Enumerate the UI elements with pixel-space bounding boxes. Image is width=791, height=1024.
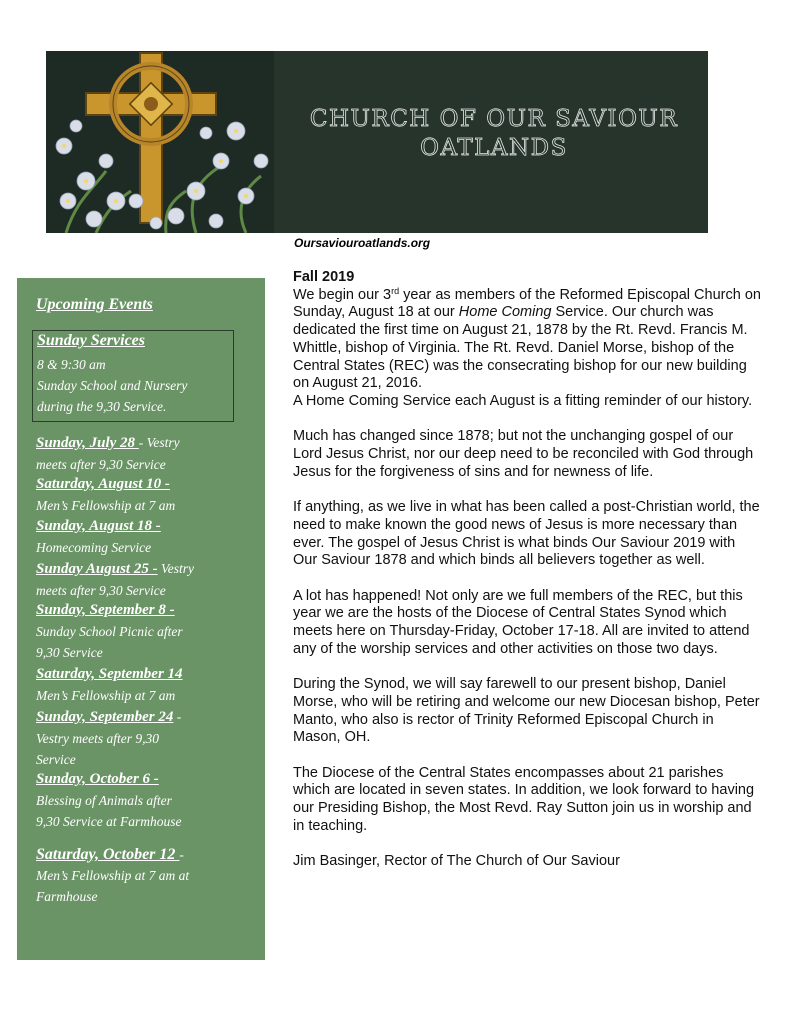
article-heading: Fall 2019	[293, 269, 355, 285]
event-detail: Service	[36, 752, 76, 767]
article-paragraph: Much has changed since 1878; but not the unchanging gospel of our Lord Jesus Christ, nor our deep need to be reconciled with God through Jesus for the forgiveness of sins and for newness of life.	[293, 428, 754, 480]
upcoming-events-sidebar	[17, 278, 265, 960]
event-item	[36, 664, 258, 706]
newsletter-article	[293, 269, 763, 889]
stained-glass-cross-image	[46, 51, 274, 233]
event-item	[36, 432, 258, 475]
event-item	[36, 474, 258, 516]
event-detail: Homecoming Service	[36, 540, 152, 555]
italic-service-name: Home Coming	[458, 304, 552, 321]
event-title: Saturday, August 10 -	[36, 476, 170, 492]
event-title: Sunday, September 8 -	[36, 602, 175, 618]
event-detail: Vestry meets after 9,30	[36, 731, 159, 746]
event-title: Saturday, September 14	[36, 666, 183, 682]
church-name-line2: OATLANDS	[420, 135, 568, 161]
event-title: Sunday, October 6 -	[36, 771, 159, 787]
event-item	[36, 516, 258, 558]
event-detail: Farmhouse	[36, 889, 98, 904]
event-detail: 9,30 Service	[36, 645, 103, 660]
services-note-line2: during the 9,30 Service.	[37, 399, 167, 414]
event-title: Sunday, September 24	[36, 709, 174, 725]
article-paragraph: If anything, as we live in what has been called a post-Christian world, the need to make known the good news of Jesus is more necessary than ever. The gospel of Jesus Christ is what binds Our Saviour 2019 with Our Saviour 1878 and which binds all believers together as well.	[293, 499, 760, 569]
event-detail: Men’s Fellowship at 7 am at	[36, 868, 190, 883]
event-detail: meets after 9,30 Service	[36, 583, 166, 598]
event-title: Saturday, October 12	[36, 846, 180, 863]
event-item	[36, 600, 258, 663]
event-detail: Blessing of Animals after	[36, 793, 172, 808]
article-paragraph: A lot has happened! Not only are we full members of the REC, but this year we are the hosts of the Diocese of Central States Synod which meets here on Thursday-Friday, October 17-18. All are invited to attend any of the worship services and other activities on those two days.	[293, 587, 750, 657]
event-separator: -	[179, 847, 184, 862]
sunday-services-box	[32, 330, 234, 422]
event-separator: -	[173, 709, 182, 724]
event-detail: Men’s Fellowship at 7 am	[36, 498, 176, 513]
event-detail: Men’s Fellowship at 7 am	[36, 688, 176, 703]
event-inline-detail: Vestry	[157, 561, 194, 576]
services-times: 8 & 9:30 am	[37, 357, 106, 372]
church-name-line1: CHURCH OF OUR SAVIOUR	[309, 106, 679, 132]
article-paragraph: We begin our 3rd year as members of the Reformed Episcopal Church on Sunday, August 18 at our Home Coming Service. Our church was dedicated the first time on August 21, 1878 by the Rt. Revd. Francis M. Whittle, bishop of Virginia. The Rt. Revd. Daniel Morse, bishop of the Central States (REC) was the consecrating bishop for our new building on August 21, 2016.	[293, 285, 761, 392]
header-banner	[46, 51, 708, 233]
event-inline-detail: Vestry	[143, 435, 180, 450]
sidebar-heading: Upcoming Events	[36, 296, 153, 313]
article-paragraph: A Home Coming Service each August is a fitting reminder of our history.	[293, 392, 753, 409]
event-title: Sunday, August 18 -	[36, 518, 161, 534]
article-paragraph: The Diocese of the Central States encompasses about 21 parishes which are located in seven states. In addition, we look forward to having our Presiding Bishop, the Most Revd. Ray Sutton join us in worship and in teaching.	[293, 764, 755, 834]
article-paragraph: During the Synod, we will say farewell to our present bishop, Daniel Morse, who will be retiring and welcome our new Diocesan bishop, Peter Manto, who also is rector of Trinity Reformed Episcopal Church in Mason, OH.	[293, 676, 760, 746]
event-item	[36, 844, 258, 907]
event-item	[36, 558, 258, 601]
article-signature: Jim Basinger, Rector of The Church of Our Saviour	[293, 853, 620, 870]
event-detail: 9,30 Service at Farmhouse	[36, 814, 182, 829]
church-name-title	[274, 105, 708, 163]
event-detail: Sunday School Picnic after	[36, 624, 183, 639]
event-separator: -	[138, 435, 144, 450]
event-detail: meets after 9,30 Service	[36, 457, 166, 472]
event-title: Sunday August 25 -	[36, 561, 158, 577]
ordinal-suffix: rd	[391, 285, 400, 296]
event-title: Sunday, July 28	[36, 435, 139, 451]
services-title: Sunday Services	[37, 332, 145, 349]
website-url[interactable]: Oursaviouroatlands.org	[294, 236, 431, 250]
event-item	[36, 706, 258, 770]
event-item	[36, 769, 258, 832]
services-note-line1: Sunday School and Nursery	[37, 378, 188, 393]
